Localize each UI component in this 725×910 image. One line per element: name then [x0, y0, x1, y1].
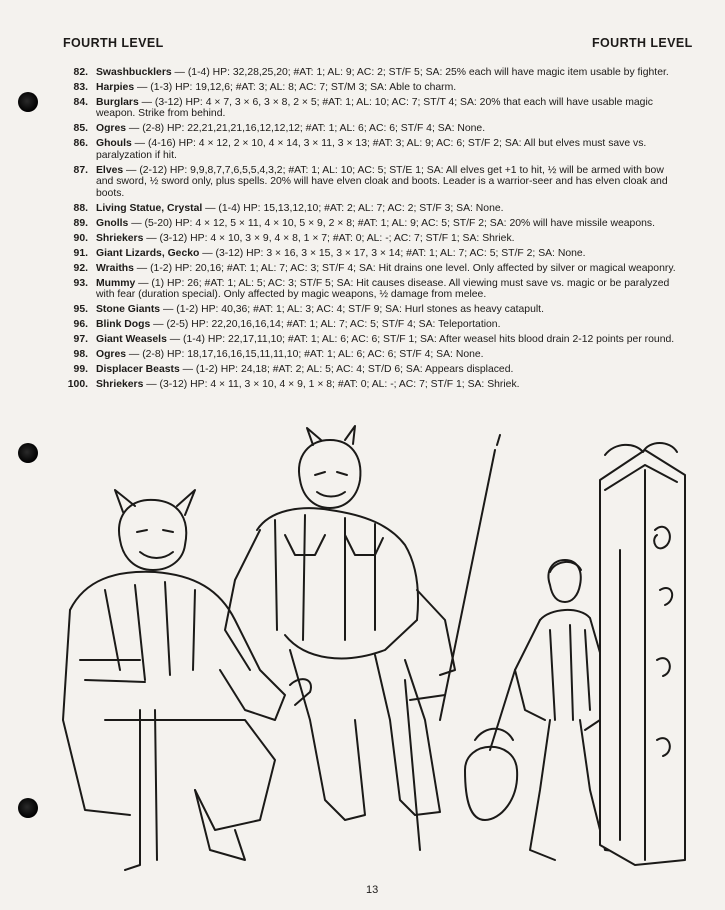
entry-number: 100.	[67, 379, 88, 391]
encounter-entry	[60, 379, 682, 390]
encounter-entry	[60, 364, 682, 375]
encounter-entry	[60, 304, 682, 315]
illustration	[45, 420, 695, 875]
entry-text: — (3-12) HP: 4 × 10, 3 × 9, 4 × 8, 1 × 7; #AT: 0; AL: -; AC: 7; ST/F 1; SA: Shriek.	[143, 232, 515, 244]
entry-text: — (3-12) HP: 3 × 16, 3 × 15, 3 × 17, 3 × 14; #AT: 1; AL: 7; AC: 5; ST/F 2; SA: None.	[199, 247, 586, 259]
encounter-entry	[60, 233, 682, 244]
entry-number: 82.	[73, 67, 88, 78]
entry-name: Giant Weasels	[96, 334, 167, 346]
entry-text: — (1-3) HP: 19,12,6; #AT: 3; AL: 8; AC: 7; ST/M 3; SA: Able to charm.	[134, 82, 457, 93]
encounter-entry	[60, 82, 682, 93]
entry-name: Living Statue, Crystal	[96, 202, 203, 214]
encounter-entry	[60, 138, 682, 161]
entry-name: Mummy	[96, 277, 136, 289]
entry-number: 89.	[73, 217, 88, 229]
entry-text: — (3-12) HP: 4 × 11, 3 × 10, 4 × 9, 1 × 8; #AT: 0; AL: -; AC: 7; ST/F 1; SA: Shriek.	[143, 379, 520, 391]
entry-text: — (1-2) HP: 24,18; #AT: 2; AL: 5; AC: 4; ST/D 6; SA: Appears displaced.	[179, 364, 514, 376]
entry-name: Shriekers	[96, 232, 144, 244]
entry-name: Blink Dogs	[96, 319, 151, 331]
entry-number: 95.	[73, 304, 88, 316]
entry-text: — (3-12) HP: 4 × 7, 3 × 6, 3 × 8, 2 × 5; #AT: 1; AL: 10; AC: 7; ST/T 4; SA: 20% that each will have usable magic weapon. Strike from behind.	[96, 97, 653, 120]
entry-name: Burglars	[96, 97, 139, 108]
entry-number: 92.	[73, 262, 88, 274]
running-header-right: FOURTH LEVEL	[592, 36, 693, 50]
entry-name: Harpies	[96, 82, 135, 93]
entry-name: Gnolls	[96, 217, 129, 229]
entry-text: — (2-12) HP: 9,9,8,7,7,6,5,5,4,3,2; #AT: 1; AL: 10; AC: 5; ST/E 1; SA: All elves get +1 to hit, ½ will be armed with bow and sword, ½ sword only, plus spells. 20% will have elven cloak and boots. Leader is a warrior-seer and has elven cloak and boots.	[96, 164, 668, 199]
encounter-entry	[60, 278, 682, 301]
wardrobe-figure	[600, 443, 685, 865]
entry-number: 99.	[73, 364, 88, 376]
entry-number: 96.	[73, 319, 88, 331]
entry-text: — (1-4) HP: 22,17,11,10; #AT: 1; AL: 6; AC: 6; ST/F 1; SA: After weasel hits blood drain 2-12 points per round.	[166, 334, 675, 346]
entry-number: 97.	[73, 334, 88, 346]
entry-number: 86.	[73, 138, 88, 150]
entry-name: Stone Giants	[96, 304, 161, 316]
encounter-entry	[60, 349, 682, 360]
encounter-entry	[60, 248, 682, 259]
encounter-entry	[60, 319, 682, 330]
encounter-entry	[60, 165, 682, 199]
entry-name: Ogres	[96, 349, 127, 361]
entry-number: 93.	[73, 277, 88, 289]
entry-text: — (4-16) HP: 4 × 12, 2 × 10, 4 × 14, 3 × 11, 3 × 13; #AT: 3; AL: 9; AC: 6; ST/F 2; SA: All but elves must save vs. paralyzation if hit.	[96, 138, 647, 161]
entry-text: — (5-20) HP: 4 × 12, 5 × 11, 4 × 10, 5 × 9, 2 × 8; #AT: 1; AL: 9; AC: 5; ST/F 2; SA: 20% will have missile weapons.	[128, 217, 655, 229]
entry-number: 88.	[73, 202, 88, 214]
entry-number: 84.	[73, 97, 88, 108]
entry-number: 91.	[73, 247, 88, 259]
encounter-entry	[60, 334, 682, 345]
entry-name: Displacer Beasts	[96, 364, 180, 376]
binder-hole-3	[18, 798, 38, 818]
running-header-left: FOURTH LEVEL	[63, 36, 164, 50]
entry-text: — (1) HP: 26; #AT: 1; AL: 5; AC: 3; ST/F 5; SA: Hit causes disease. All viewing must save vs. magic or be paralyzed with fear (duration special). Only affected by magic weapons, ½ damage from melee.	[96, 277, 670, 301]
entry-name: Shriekers	[96, 379, 144, 391]
encounter-entry	[60, 97, 682, 120]
entry-text: — (2-8) HP: 18,17,16,16,15,11,11,10; #AT: 1; AL: 6; AC: 6; ST/F 4; SA: None.	[126, 349, 484, 361]
entry-number: 83.	[73, 82, 88, 93]
seated-ogre-figure	[63, 490, 311, 870]
encounter-entry	[60, 218, 682, 229]
entry-name: Elves	[96, 164, 124, 176]
entry-text: — (2-8) HP: 22,21,21,21,16,12,12,12; #AT: 1; AL: 6; AC: 6; ST/F 4; SA: None.	[126, 123, 486, 135]
entry-number: 87.	[73, 164, 88, 176]
entry-text: — (1-4) HP: 15,13,12,10; #AT: 2; AL: 7; AC: 2; ST/F 3; SA: None.	[202, 202, 504, 214]
entry-name: Ogres	[96, 123, 127, 135]
encounter-entry	[60, 203, 682, 214]
entry-name: Giant Lizards, Gecko	[96, 247, 200, 259]
entry-name: Wraiths	[96, 262, 134, 274]
encounter-entry	[60, 123, 682, 134]
binder-hole-2	[18, 443, 38, 463]
entry-number: 98.	[73, 349, 88, 361]
encounter-entry	[60, 263, 682, 274]
entry-number: 85.	[73, 123, 88, 135]
encounter-entry	[60, 67, 682, 78]
entry-text: — (1-4) HP: 32,28,25,20; #AT: 1; AL: 9; AC: 2; ST/F 5; SA: 25% each will have magic item usable by fighter.	[171, 67, 669, 78]
entry-name: Ghouls	[96, 138, 132, 150]
page-number: 13	[366, 884, 379, 896]
entry-text: — (2-5) HP: 22,20,16,16,14; #AT: 1; AL: 7; AC: 5; ST/F 4; SA: Teleportation.	[150, 319, 501, 331]
encounter-table	[60, 67, 682, 394]
entry-name: Swashbucklers	[96, 67, 172, 78]
entry-text: — (1-2) HP: 20,16; #AT: 1; AL: 7; AC: 3; ST/F 4; SA: Hit drains one level. Only affected by silver or magical weaponry.	[133, 262, 676, 274]
standing-giant-figure	[225, 426, 500, 850]
binder-hole-1	[18, 92, 38, 112]
entry-number: 90.	[73, 232, 88, 244]
entry-text: — (1-2) HP: 40,36; #AT: 1; AL: 3; AC: 4; ST/F 9; SA: Hurl stones as heavy catapult.	[160, 304, 544, 316]
